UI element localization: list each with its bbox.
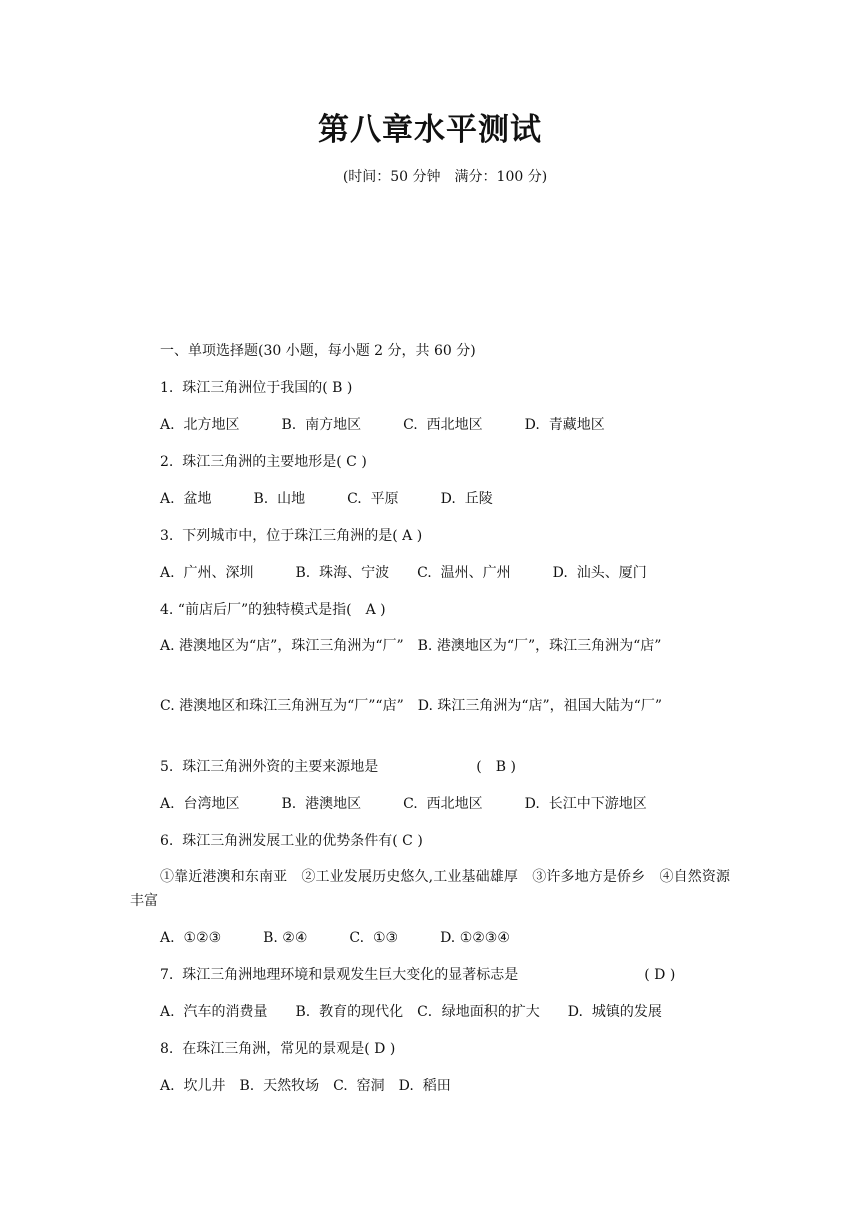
question-5-options: A. 台湾地区 B. 港澳地区 C. 西北地区 D. 长江中下游地区 [160, 796, 647, 812]
question-4-options-ab: A. 港澳地区为“店”，珠江三角洲为“厂” B. 港澳地区为“厂”，珠江三角洲为“店” [160, 638, 662, 654]
question-6-statements: ①靠近港澳和东南亚 ②工业发展历史悠久,工业基础雄厚 ③许多地方是侨乡 ④自然资源丰富 [130, 869, 730, 909]
question-2-options: A. 盆地 B. 山地 C. 平原 D. 丘陵 [160, 491, 493, 507]
question-3-stem: 3. 下列城市中，位于珠江三角洲的是( A ) [160, 528, 423, 544]
question-4-stem: 4. “前店后厂”的独特模式是指( A ) [160, 602, 386, 618]
section-heading: 一、单项选择题(30 小题，每小题 2 分，共 60 分) [160, 343, 476, 359]
exam-info: (时间：50 分钟 满分：100 分) [342, 169, 548, 185]
question-3-options: A. 广州、深圳 B. 珠海、宁波 C. 温州、广州 D. 汕头、厦门 [160, 565, 647, 581]
question-8-stem: 8. 在珠江三角洲，常见的景观是( D ) [160, 1041, 396, 1057]
question-1-stem: 1. 珠江三角洲位于我国的( B ) [160, 380, 353, 396]
question-4-options-cd: C. 港澳地区和珠江三角洲互为“厂”“店” D. 珠江三角洲为“店”，祖国大陆为“厂” [160, 698, 662, 714]
question-2-stem: 2. 珠江三角洲的主要地形是( C ) [160, 454, 367, 470]
page-title: 第八章水平测试 [318, 112, 542, 148]
question-7-options: A. 汽车的消费量 B. 教育的现代化 C．绿地面积的扩大 D. 城镇的发展 [160, 1004, 662, 1020]
question-5-stem: 5. 珠江三角洲外资的主要来源地是 ( B ) [160, 759, 516, 775]
question-6-stem: 6. 珠江三角洲发展工业的优势条件有( C ) [160, 833, 423, 849]
question-7-stem: 7. 珠江三角洲地理环境和景观发生巨大变化的显著标志是 ( D ) [160, 967, 676, 983]
question-8-options: A. 坎儿井 B. 天然牧场 C. 窑洞 D. 稻田 [160, 1078, 451, 1094]
question-1-options: A. 北方地区 B. 南方地区 C. 西北地区 D. 青藏地区 [160, 417, 605, 433]
question-6-options: A. ①②③ B. ②④ C. ①③ D. ①②③④ [160, 930, 510, 946]
